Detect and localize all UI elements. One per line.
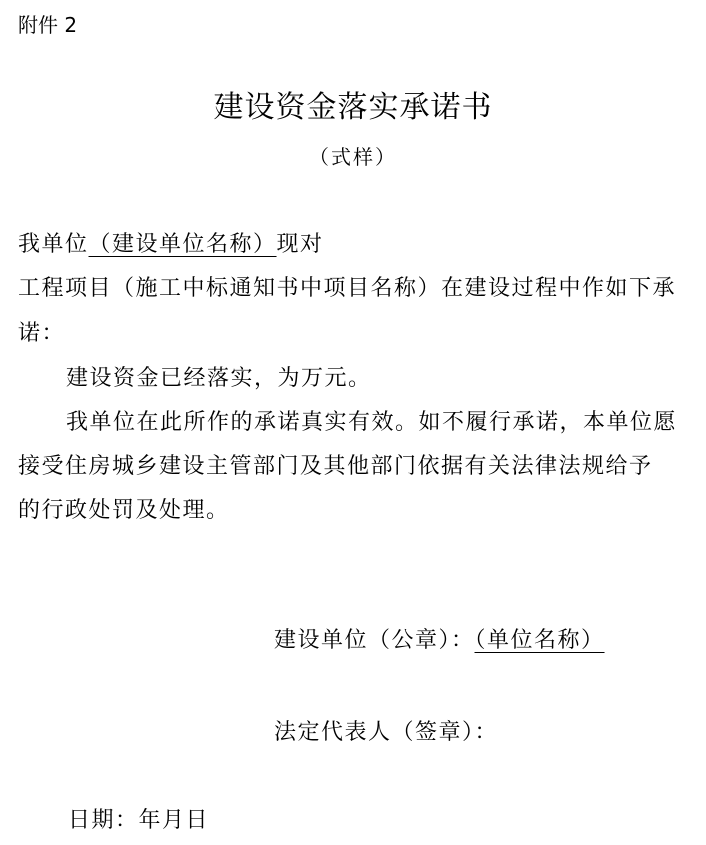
document-subtitle: （式样） bbox=[309, 145, 397, 169]
project-line: 工程项目（施工中标通知书中项目名称）在建设过程中作如下承 bbox=[18, 276, 677, 301]
pledge-line-2: 接受住房城乡建设主管部门及其他部门依据有关法律法规给予 bbox=[18, 454, 653, 479]
unit-seal-label: 建设单位（公章）： bbox=[274, 628, 475, 653]
date-line: 日期：年月日 bbox=[68, 808, 210, 833]
funding-statement: 建设资金已经落实，为万元。 bbox=[66, 366, 372, 391]
pledge-line-3: 的行政处罚及处理。 bbox=[18, 498, 230, 523]
pledge-line-1: 我单位在此所作的承诺真实有效。如不履行承诺，本单位愿 bbox=[66, 410, 678, 435]
legal-representative-line: 法定代表人（签章）： bbox=[274, 720, 499, 745]
document-title: 建设资金落实承诺书 bbox=[213, 90, 493, 125]
unit-name-placeholder: （建设单位名称） bbox=[88, 232, 277, 257]
intro-prefix: 我单位 bbox=[18, 232, 89, 257]
commitment-intro-line bbox=[18, 230, 324, 260]
signature-unit-line bbox=[274, 626, 611, 656]
unit-name-field: （单位名称） bbox=[474, 628, 605, 653]
attachment-label: 附件 2 bbox=[18, 13, 78, 37]
commitment-colon-line: 诺： bbox=[18, 321, 66, 346]
intro-suffix: 现对 bbox=[276, 232, 324, 257]
